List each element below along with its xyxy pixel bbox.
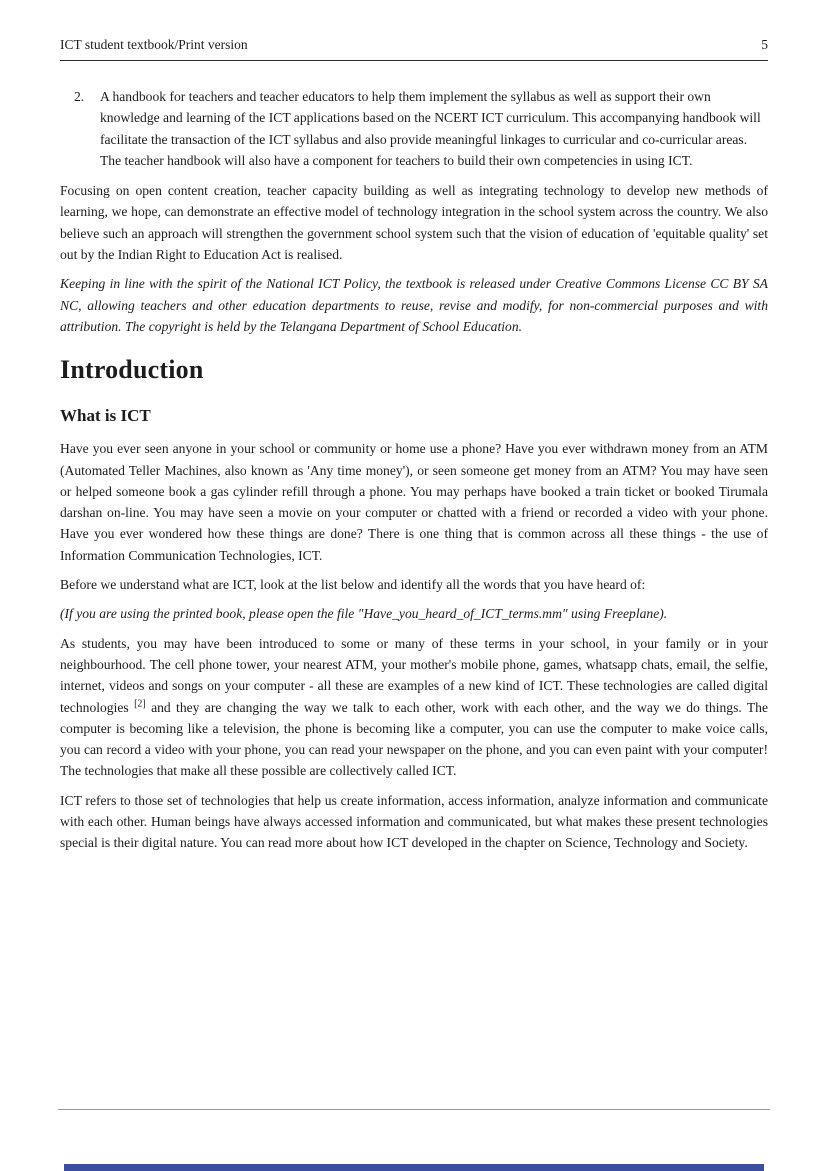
paragraph-license: Keeping in line with the spirit of the National ICT Policy, the textbook is released under Creative Commons License CC BY SA NC, allowing teachers and other education departments to reuse, revise and modify, for non-commercial purposes and with attribution. The copyright is held by the Telangana Department of School Education. — [60, 276, 768, 334]
bottom-accent-bar — [64, 1164, 764, 1171]
page-header — [60, 36, 768, 61]
paragraph-focusing: Focusing on open content creation, teacher capacity building as well as integrating technology to develop new methods of learning, we hope, can demonstrate an effective model of technology integration in the school system across the country. We also believe such an approach will strengthen the government school system such that the vision of education of 'equitable quality' set out by the Indian Right to Education Act is realised. — [60, 183, 768, 263]
paragraph-as-students-text-after: and they are changing the way we talk to each other, work with each other, and the way we do things. The computer is becoming like a television, the phone is becoming like a computer, you can use the computer to make voice calls, you can record a video with your phone, you can read your newspaper on the phone, and you can even paint with your computer! The technologies that make all these possible are collectively called ICT. — [60, 699, 768, 779]
list-item-text: A handbook for teachers and teacher educators to help them implement the syllabus as well as support their own knowledge and learning of the ICT applications based on the NCERT ICT curriculum. This accompanying handbook will facilitate the transaction of the ICT syllabus and also provide meaningful linkages to curricular and co-curricular areas. The teacher handbook will also have a component for teachers to build their own competencies in using ICT. — [100, 89, 761, 168]
paragraph-ict-refers: ICT refers to those set of technologies that help us create information, access information, analyze information and communicate with each other. Human beings have always accessed information and communicated, but what makes these present technologies special is their digital nature. You can read more about how ICT developed in the chapter on Science, Technology and Society. — [60, 792, 768, 851]
numbered-list-item — [60, 86, 768, 171]
paragraph-as-students — [60, 633, 768, 782]
paragraph-before-we-understand: Before we understand what are ICT, look at the list below and identify all the words that you have heard of: — [60, 577, 646, 593]
page-content — [60, 61, 768, 854]
header-title: ICT student textbook/Print version — [60, 37, 248, 52]
list-item-number: 2. — [74, 89, 85, 104]
paragraph-as-students-text-before: As students, you may have been introduced to some or many of these terms in your school, in your family or in your neighbourhood. The cell phone tower, your nearest ATM, your mother's mobile phone, games, whatsapp chats, email, the selfie, internet, videos and songs on your computer - all these are examples of a new kind of ICT. These technologies are called digital technologies — [60, 635, 768, 715]
paragraph-printed-book-note: (If you are using the printed book, please open the file "Have_you_heard_of_ICT_terms.mm" using Freeplane). — [60, 606, 668, 622]
footer-rule — [58, 1109, 770, 1110]
header-page-number: 5 — [761, 37, 768, 52]
paragraph-have-you-ever: Have you ever seen anyone in your school or community or home use a phone? Have you ever withdrawn money from an ATM (Automated Teller Machines, also known as 'Any time money'), or seen someone get money from an ATM? You may have seen or helped someone book a gas cylinder refill through a phone. You may perhaps have booked a train ticket or booked Tirumala darshan on-line. You may have seen a movie on your computer or chatted with a friend or recorded a video with your phone. Have you ever wondered how these things are done? There is one thing that is common across all these things - the use of Information Communication Technologies, ICT. — [60, 441, 768, 563]
heading-introduction: Introduction — [60, 355, 204, 385]
footnote-reference-2[interactable]: [2] — [134, 698, 146, 709]
subheading-what-is-ict: What is ICT — [60, 406, 151, 426]
